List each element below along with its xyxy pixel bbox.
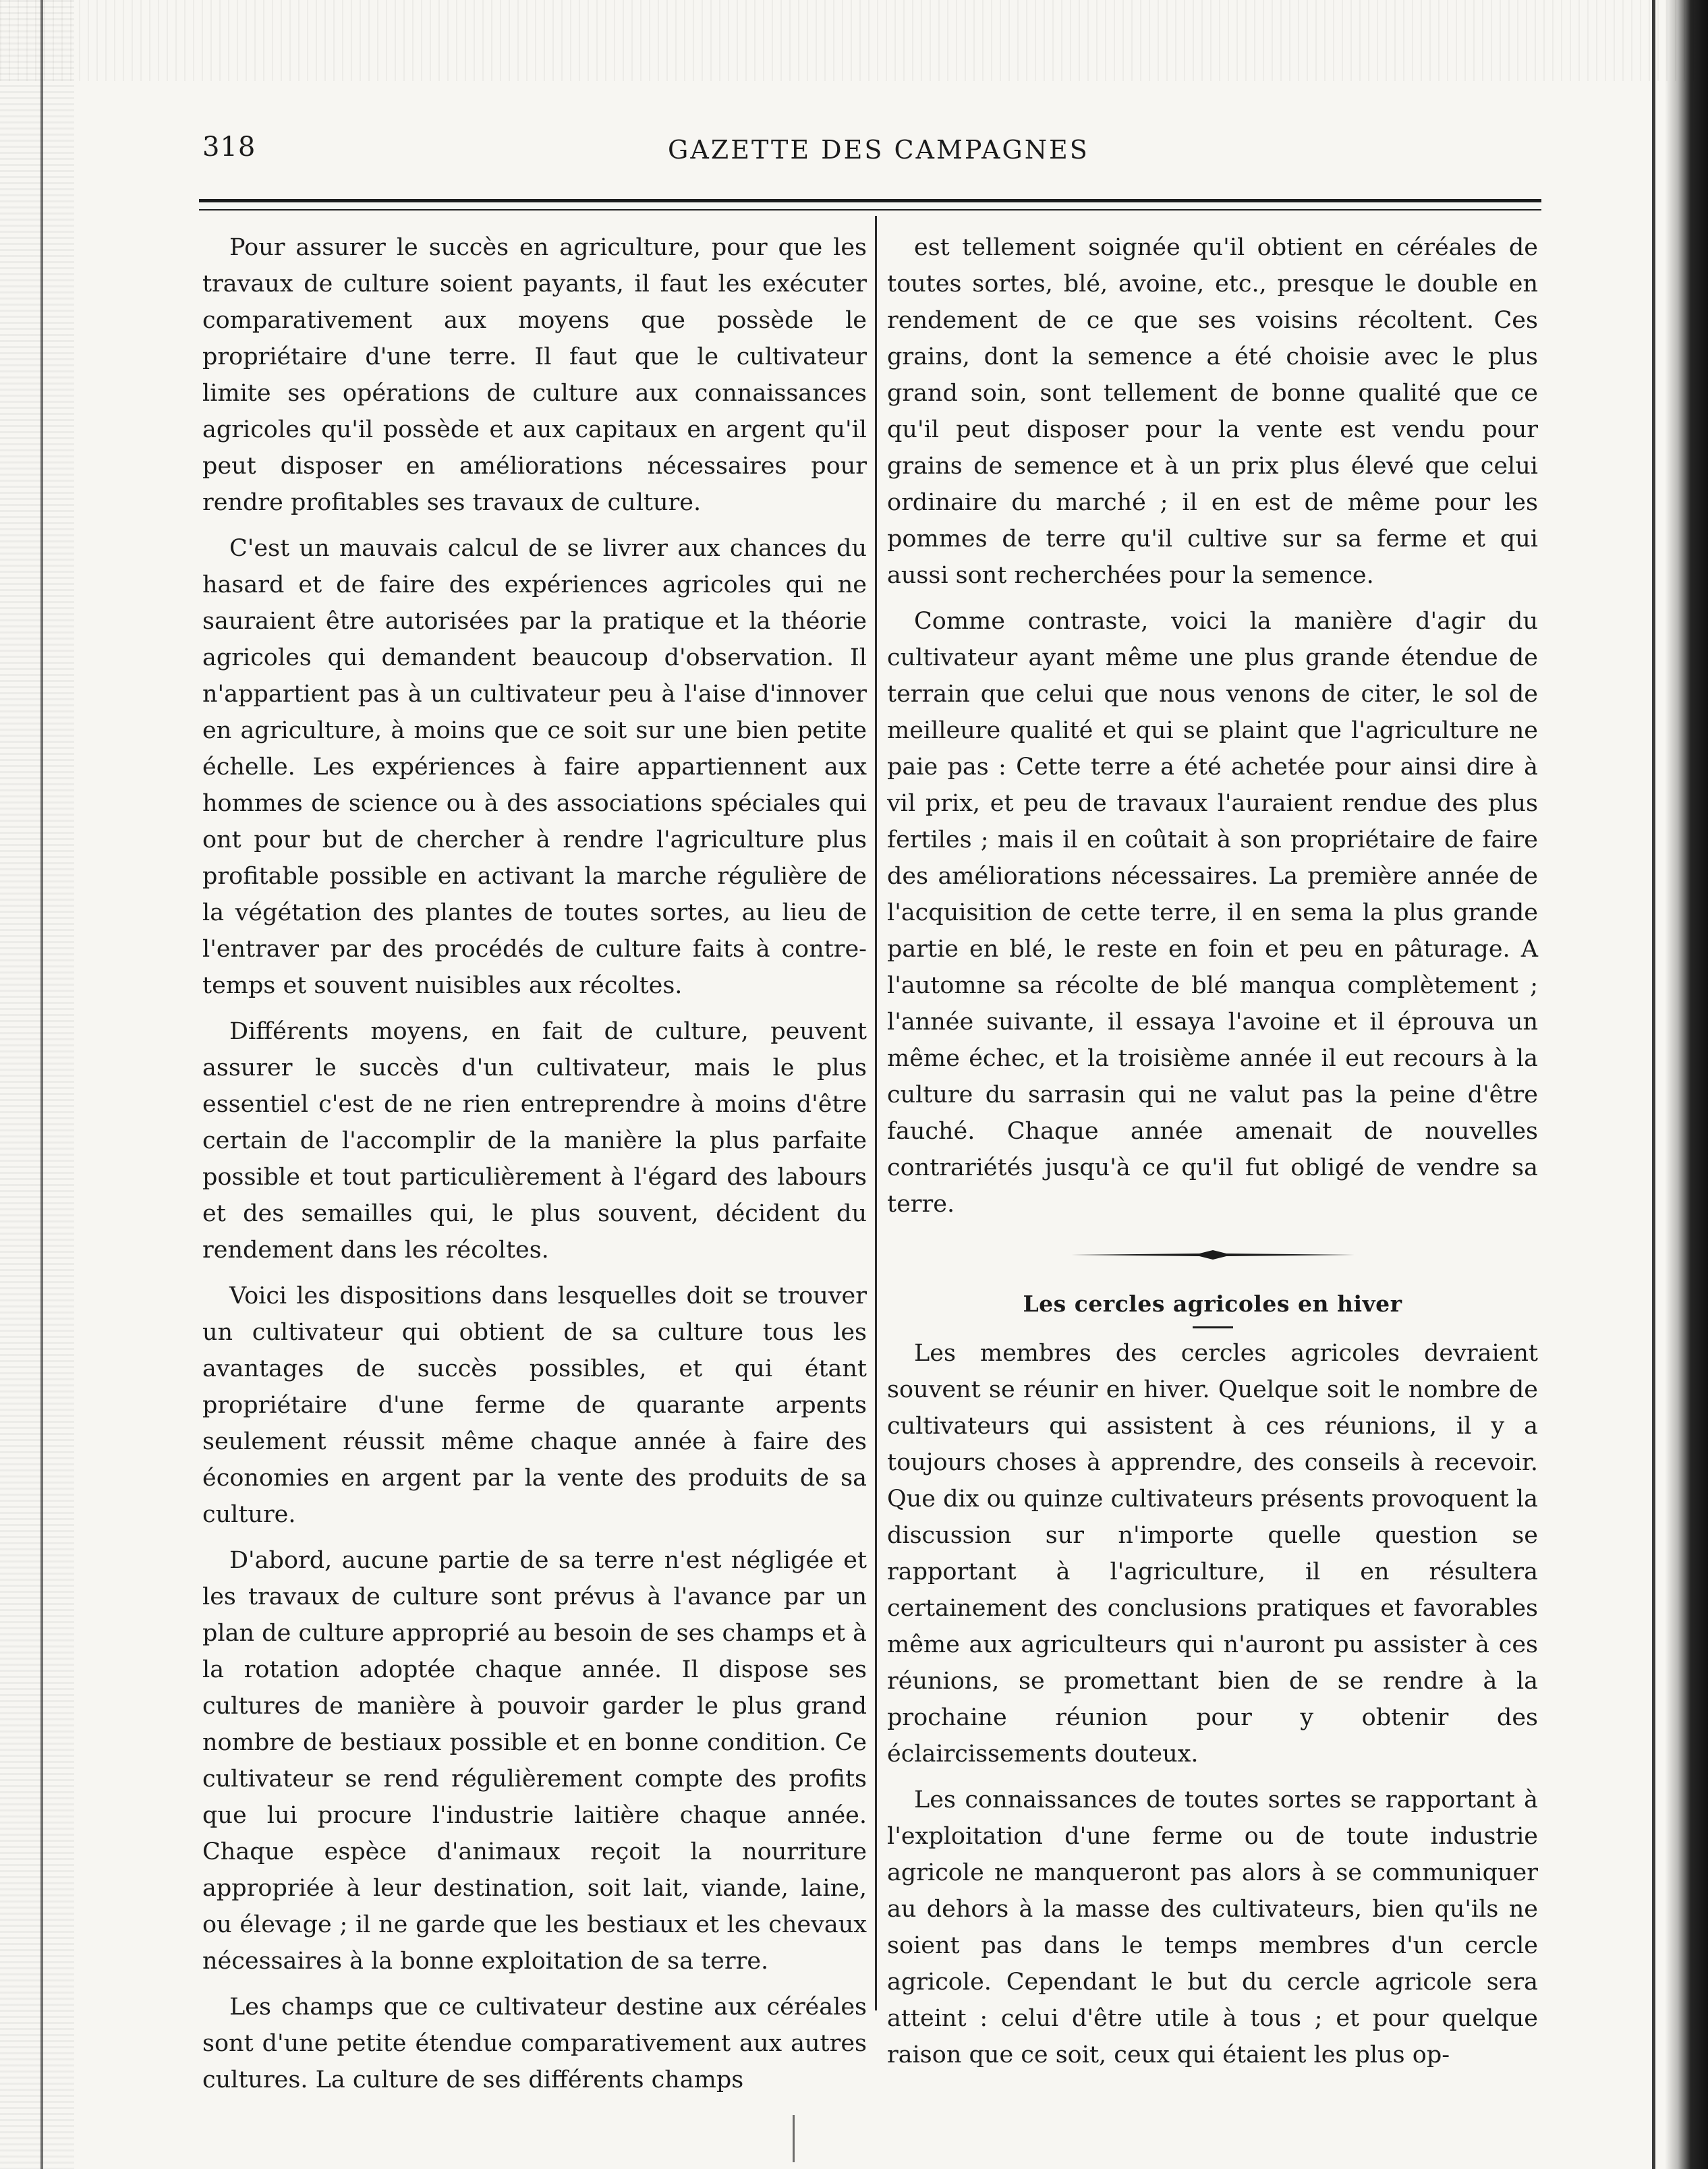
- section-title: Les cercles agricoles en hiver: [1023, 1291, 1402, 1317]
- scan-noise-top: [0, 0, 1708, 81]
- paragraph: Pour assurer le succès en agriculture, pour que les travaux de culture soient payants, il faut les exécuter comparativement aux moyens que possède le propriétaire d'une terre. Il faut que le cultivateur limite ses opérations de culture aux connaissances agricoles qu'il possède et aux capitaux en argent qu'il peut disposer en améliorations nécessaires pour rendre profitables ses travaux de culture.: [202, 234, 867, 516]
- page-number: 318: [202, 132, 256, 163]
- paragraph: Différents moyens, en fait de culture, peuvent assurer le succès d'un cultivateur, mais le plus essentiel c'est de ne rien entreprendre à moins d'être certain de l'accomplir de la manière la plus parfaite possible et tout particulièrement à l'égard des labours et des semailles qui, le plus souvent, décident du rendement dans les récoltes.: [202, 1018, 867, 1264]
- scan-edge-left: [0, 0, 74, 2169]
- column-divider: [875, 216, 877, 2010]
- paragraph: D'abord, aucune partie de sa terre n'est négligée et les travaux de culture sont prévus à l'avance par un plan de culture approprié au besoin de ses champs et à la rotation adoptée chaque année. Il dispose ses cultures de manière à pouvoir garder le plus grand nombre de bestiaux possible et en bonne condition. Ce cultivateur se rend régulièrement compte des profits que lui procure l'industrie laitière chaque année. Chaque espèce d'animaux reçoit la nourriture appropriée à leur destination, soit lait, viande, laine, ou élevage ; il ne garde que les bestiaux et les chevaux nécessaires à la bonne exploitation de sa terre.: [202, 1547, 867, 1975]
- paragraph: Voici les dispositions dans lesquelles doit se trouver un cultivateur qui obtient de sa culture tous les avantages de succès possibles, et qui étant propriétaire d'une ferme de quarante arpents seulement réussit même chaque année à faire des économies en argent par la vente des produits de sa culture.: [202, 1283, 867, 1528]
- header-rule-thin: [199, 209, 1541, 210]
- paragraph: Les champs que ce cultivateur destine aux céréales sont d'une petite étendue comparativement aux autres cultures. La culture de ses différents champs: [202, 1994, 867, 2093]
- paragraph: C'est un mauvais calcul de se livrer aux chances du hasard et de faire des expériences agricoles qui ne sauraient être autorisées par la pratique et la théorie agricoles qui demandent beaucoup d'observation. Il n'appartient pas à un cultivateur peu à l'aise d'innover en agriculture, à moins que ce soit sur une bien petite échelle. Les expériences à faire appartiennent aux hommes de science ou à des associations spéciales qui ont pour but de chercher à rendre l'agriculture plus profitable possible en activant la marche régulière de la végétation des plantes de toutes sortes, au lieu de l'entraver par des procédés de culture faits à contre-temps et souvent nuisibles aux récoltes.: [202, 535, 867, 999]
- right-column: [887, 229, 1538, 2083]
- paragraph: Les membres des cercles agricoles devraient souvent se réunir en hiver. Quelque soit le nombre de cultivateurs qui assistent à ces réunions, il y a toujours choses à apprendre, des conseils à recevoir. Que dix ou quinze cultivateurs présents provoquent la discussion sur n'importe quelle question se rapportant à l'agriculture, il en résultera certainement des conclusions pratiques et favorables même aux agriculteurs qui n'auront pu assister à ces réunions, se promettant bien de se rendre à la prochaine réunion pour y obtenir des éclaircissements douteux.: [887, 1340, 1538, 1768]
- paragraph: Les connaissances de toutes sortes se rapportant à l'exploitation d'une ferme ou de toute industrie agricole ne manqueront pas alors à se communiquer au dehors à la masse des cultivateurs, bien qu'ils ne soient pas dans le temps membres d'un cercle agricole. Cependant le but du cercle agricole sera atteint : celui d'être utile à tous ; et pour quelque raison que ce soit, ceux qui étaient les plus op-: [887, 1786, 1538, 2068]
- binding-rule-right: [1652, 0, 1655, 2169]
- header-rule-thick: [199, 199, 1541, 202]
- paragraph: Comme contraste, voici la manière d'agir du cultivateur ayant même une plus grande étendue de terrain que celui que nous venons de citer, le sol de meilleure qualité et qui se plaint que l'agriculture ne paie pas : Cette terre a été achetée pour ainsi dire à vil prix, et peu de travaux l'auraient rendue des plus fertiles ; mais il en coûtait à son propriétaire de faire des améliorations nécessaires. La première année de l'acquisition de cette terre, il en sema la plus grande partie en blé, le reste en foin et peu en pâturage. A l'automne sa récolte de blé manqua complètement ; l'année suivante, il essaya l'avoine et il éprouva un même échec, et la troisième année il eut recours à la culture du sarrasin qui ne valut pas la peine d'être fauché. Chaque année amenait de nouvelles contrariétés jusqu'à ce qu'il fut obligé de vendre sa terre.: [887, 608, 1538, 1218]
- binding-rule-left: [40, 0, 43, 2169]
- scan-mark-bottom: [793, 2115, 795, 2162]
- title-underline: [1193, 1326, 1233, 1328]
- section-separator-ornament: [1071, 1249, 1355, 1260]
- scan-edge-right: [1665, 0, 1708, 2169]
- running-head-title: GAZETTE DES CAMPAGNES: [668, 135, 1089, 165]
- left-column: [202, 229, 867, 2108]
- paragraph: est tellement soignée qu'il obtient en céréales de toutes sortes, blé, avoine, etc., presque le double en rendement de ce que ses voisins récoltent. Ces grains, dont la semence a été choisie avec le plus grand soin, sont tellement de bonne qualité que ce qu'il peut disposer pour la vente est vendu pour grains de semence et à un prix plus élevé que celui ordinaire du marché ; il en est de même pour les pommes de terre qu'il cultive sur sa ferme et qui aussi sont recherchées pour la semence.: [887, 234, 1538, 589]
